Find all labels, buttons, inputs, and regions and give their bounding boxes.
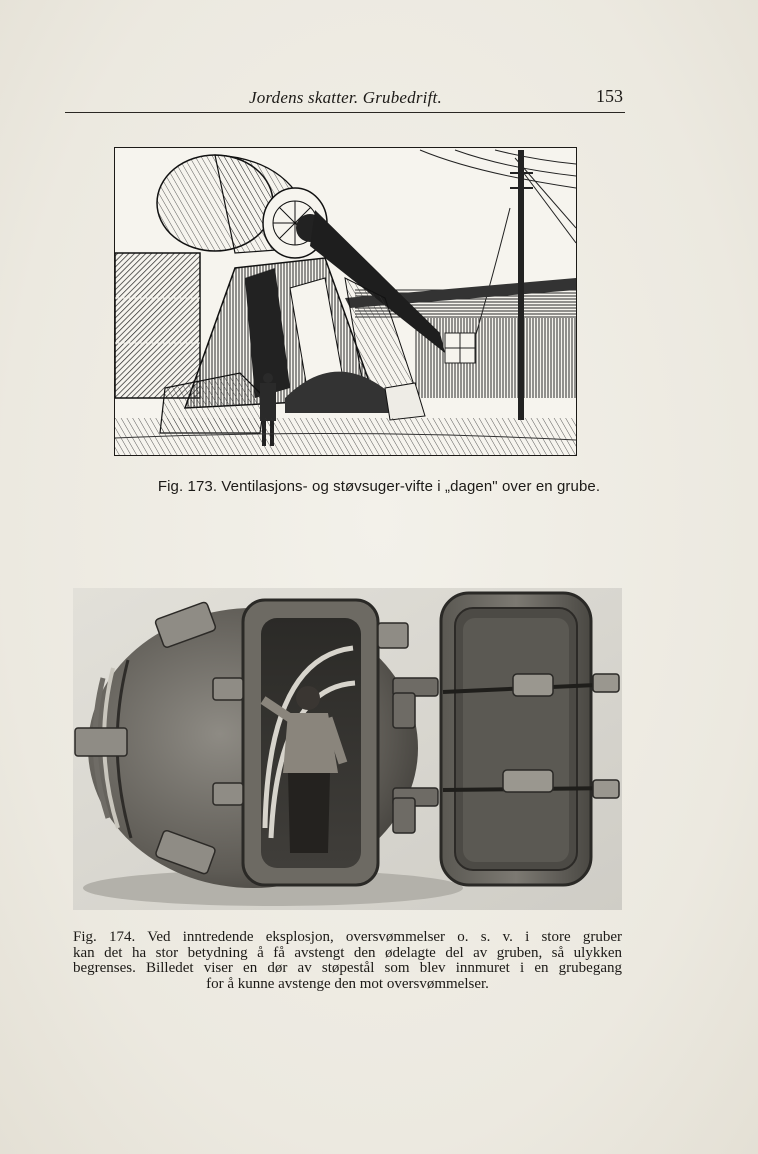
caption-line: for å kunne avstenge den mot oversvømmelser. [206, 975, 489, 992]
figure-174-photo [73, 588, 622, 910]
caption-line: Fig. 174. Ved inntredende eksplosjon, oversvømmelser o. s. v. i store gruber [73, 929, 622, 945]
page-number: 153 [596, 86, 623, 106]
figure-174-caption [73, 930, 622, 992]
figure-173-engraving [114, 147, 577, 456]
header-title: Jordens skatter. Grubedrift. [249, 88, 442, 107]
caption-line: begrenses. Billedet viser en dør av støpestål som blev innmuret i en grubegang [73, 960, 622, 976]
running-header [65, 86, 625, 113]
figure-173-caption: Fig. 173. Ventilasjons- og støvsuger-vifte i „dagen" over en grube. [157, 478, 601, 495]
caption-line: kan det ha stor betydning å få avstengt den ødelagte del av gruben, så ulykken [73, 944, 622, 961]
